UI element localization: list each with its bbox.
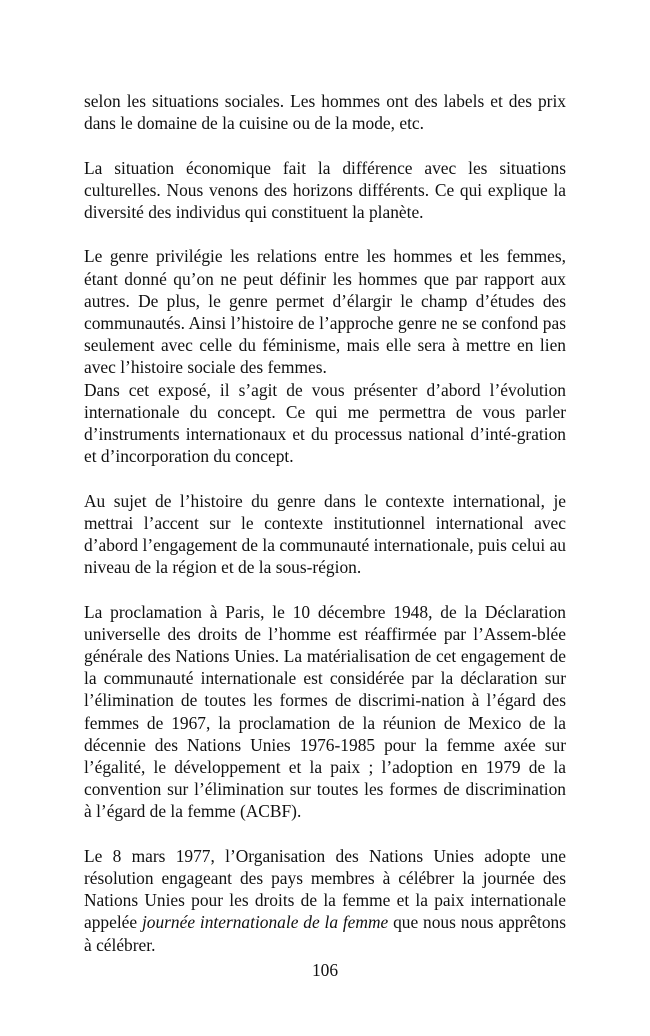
paragraph-7	[84, 845, 566, 956]
page-number: 106	[311, 960, 339, 980]
paragraph-5: Au sujet de l’histoire du genre dans le contexte international, je mettrai l’accent sur le contexte institutionnel international avec d’abord l’engagement de la communauté internationale, puis celui au niveau de la région et de la sous-région.	[84, 490, 566, 578]
page-body	[84, 90, 566, 978]
paragraph-7-start: Le 8 mars 1977, l’Organisation des Nations Unies adopte une résolution engageant des pays membres à célébrer la journée des Nations Unies pour les droits de la femme et la paix internationale appelée	[84, 845, 566, 933]
paragraph-3: Le genre privilégie les relations entre les hommes et les femmes, étant donné qu’on ne peut définir les hommes que par rapport aux autres. De plus, le genre permet d’élargir le champ d’études des communautés. Ainsi l’histoire de l’approche genre ne se confond pas seulement avec celle du féminisme, mais elle sera à mettre en lien avec l’histoire sociale des femmes.	[84, 246, 566, 378]
paragraph-2: La situation économique fait la différence avec les situations culturelles. Nous venons des horizons différents. Ce qui explique la diversité des individus qui constituent la planète.	[84, 157, 566, 222]
paragraph-7-end: que nous nous apprêtons à célébrer.	[84, 912, 566, 955]
paragraph-6: La proclamation à Paris, le 10 décembre 1948, de la Déclaration universelle des droits de l’homme est réaffirmée par l’Assem-blée générale des Nations Unies. La matérialisation de cet engagement de la communauté internationale est considérée par la déclaration sur l’élimination de toutes les formes de discrimi-nation à l’égard des femmes de 1967, la proclamation de la réunion de Mexico de la décennie des Nations Unies 1976-1985 pour la femme axée sur l’égalité, le développement et la paix ; l’adoption en 1979 de la convention sur l’élimination sur toutes les formes de discrimination à l’égard de la femme (ACBF).	[84, 601, 566, 822]
paragraph-4: Dans cet exposé, il s’agit de vous présenter d’abord l’évolution internationale du concept. Ce qui me permettra de vous parler d’instruments internationaux et du processus national d’inté-gration et d’incorporation du concept.	[84, 379, 566, 467]
italic-phrase: journée internationale de la femme	[141, 912, 389, 933]
paragraph-1: selon les situations sociales. Les hommes ont des labels et des prix dans le domaine de la cuisine ou de la mode, etc.	[84, 91, 566, 134]
